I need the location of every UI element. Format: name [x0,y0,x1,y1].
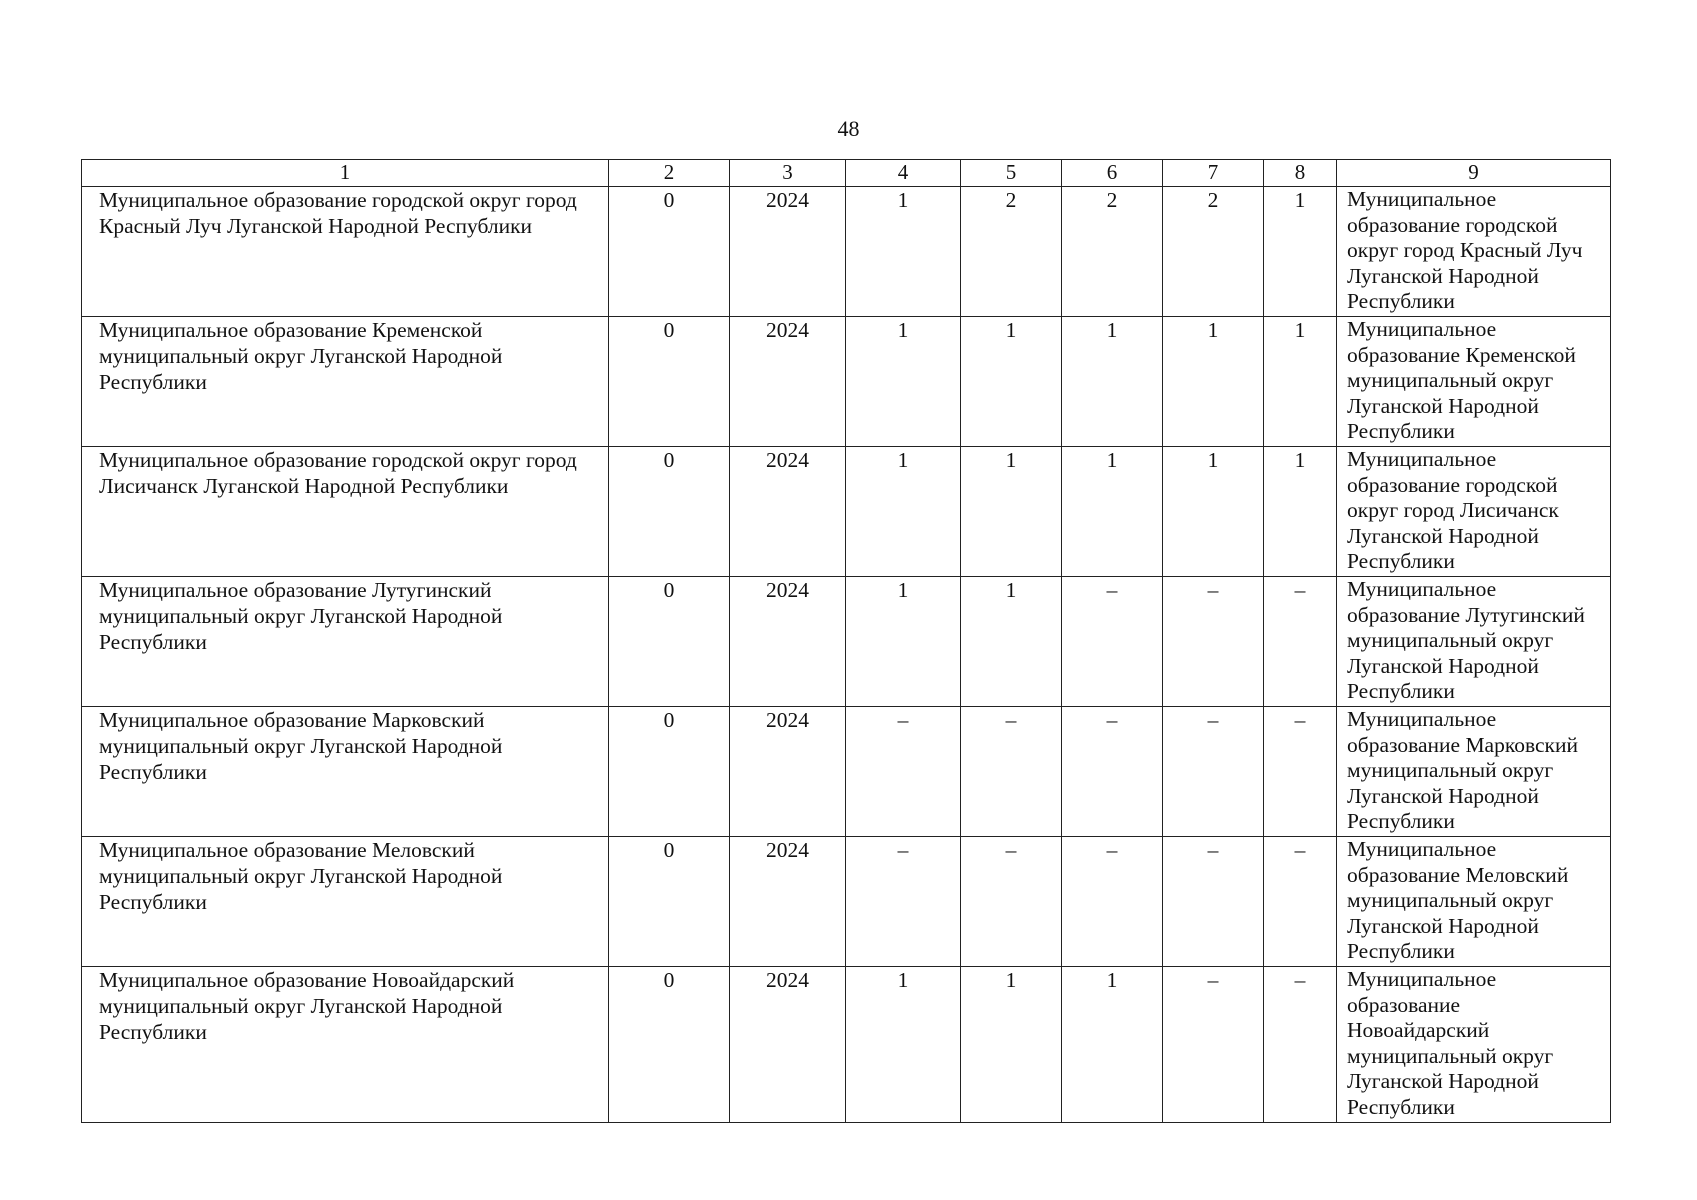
table-cell: – [1163,967,1264,1123]
table-cell: – [846,707,961,837]
table-row [82,317,1611,447]
municipality-name-cell: Муниципальное образование городской округ город Красный Луч Луганской Народной Республики [82,187,609,317]
municipal-table [81,159,1611,1123]
header-cell: 3 [730,160,846,187]
table-cell: 1 [846,577,961,707]
table-cell: 1 [846,187,961,317]
municipality-name-cell: Муниципальное образование городской округ город Лисичанск Луганской Народной Республики [82,447,609,577]
table-cell: 1 [1264,187,1337,317]
table-cell: 2 [1163,187,1264,317]
municipality-name-cell: Муниципальное образование Марковский муниципальный округ Луганской Народной Республики [82,707,609,837]
page-number: 48 [837,116,860,141]
table-row [82,447,1611,577]
responsible-cell: Муниципальное образование Кременской муниципальный округ Луганской Народной Республики [1337,317,1611,447]
year-cell: 2024 [730,317,846,447]
table-cell: 1 [961,317,1062,447]
table-cell: 1 [846,317,961,447]
table-cell: – [1264,577,1337,707]
year-cell: 2024 [730,707,846,837]
table-cell: 2 [961,187,1062,317]
table-cell: 1 [961,577,1062,707]
header-cell: 2 [609,160,730,187]
municipality-name-cell: Муниципальное образование Кременской муниципальный округ Луганской Народной Республики [82,317,609,447]
table-cell: 0 [609,967,730,1123]
header-cell: 1 [82,160,609,187]
table-cell: – [1264,967,1337,1123]
header-cell: 7 [1163,160,1264,187]
municipality-name-cell: Муниципальное образование Меловский муниципальный округ Луганской Народной Республики [82,837,609,967]
header-cell: 4 [846,160,961,187]
table-cell: 1 [1062,447,1163,577]
table-cell: – [961,837,1062,967]
header-cell: 9 [1337,160,1611,187]
table-cell: 1 [1264,447,1337,577]
municipality-name-cell: Муниципальное образование Новоайдарский муниципальный округ Луганской Народной Республики [82,967,609,1123]
header-cell: 8 [1264,160,1337,187]
table-cell: 0 [609,577,730,707]
table-cell: 1 [846,447,961,577]
table-cell: 1 [1163,317,1264,447]
table-row [82,837,1611,967]
header-cell: 6 [1062,160,1163,187]
table-cell: 0 [609,837,730,967]
responsible-cell: Муниципальное образование Марковский муниципальный округ Луганской Народной Республики [1337,707,1611,837]
table-cell: 2 [1062,187,1163,317]
responsible-cell: Муниципальное образование городской округ город Лисичанск Луганской Народной Республики [1337,447,1611,577]
table-cell: 0 [609,447,730,577]
table-cell: 1 [1062,967,1163,1123]
year-cell: 2024 [730,577,846,707]
table-cell: – [1062,707,1163,837]
table-cell: 1 [846,967,961,1123]
table-cell: 1 [961,447,1062,577]
table-cell: – [1163,707,1264,837]
table-cell: 1 [1062,317,1163,447]
table-cell: – [1264,707,1337,837]
year-cell: 2024 [730,837,846,967]
year-cell: 2024 [730,967,846,1123]
year-cell: 2024 [730,447,846,577]
year-cell: 2024 [730,187,846,317]
table-row [82,707,1611,837]
table-cell: – [1062,837,1163,967]
header-row [82,160,1611,187]
table-row [82,577,1611,707]
table-cell: 1 [961,967,1062,1123]
table-cell: 0 [609,317,730,447]
table-cell: 0 [609,187,730,317]
table-row [82,187,1611,317]
responsible-cell: Муниципальное образование Новоайдарский муниципальный округ Луганской Народной Республики [1337,967,1611,1123]
table-cell: – [1163,837,1264,967]
responsible-cell: Муниципальное образование Меловский муниципальный округ Луганской Народной Республики [1337,837,1611,967]
table-cell: – [1264,837,1337,967]
table-cell: 0 [609,707,730,837]
responsible-cell: Муниципальное образование Лутугинский муниципальный округ Луганской Народной Республики [1337,577,1611,707]
table-cell: – [1163,577,1264,707]
header-cell: 5 [961,160,1062,187]
municipality-name-cell: Муниципальное образование Лутугинский муниципальный округ Луганской Народной Республики [82,577,609,707]
table-row [82,967,1611,1123]
table-cell: 1 [1163,447,1264,577]
table-cell: 1 [1264,317,1337,447]
responsible-cell: Муниципальное образование городской округ город Красный Луч Луганской Народной Республики [1337,187,1611,317]
table-cell: – [961,707,1062,837]
table-cell: – [1062,577,1163,707]
table-cell: – [846,837,961,967]
